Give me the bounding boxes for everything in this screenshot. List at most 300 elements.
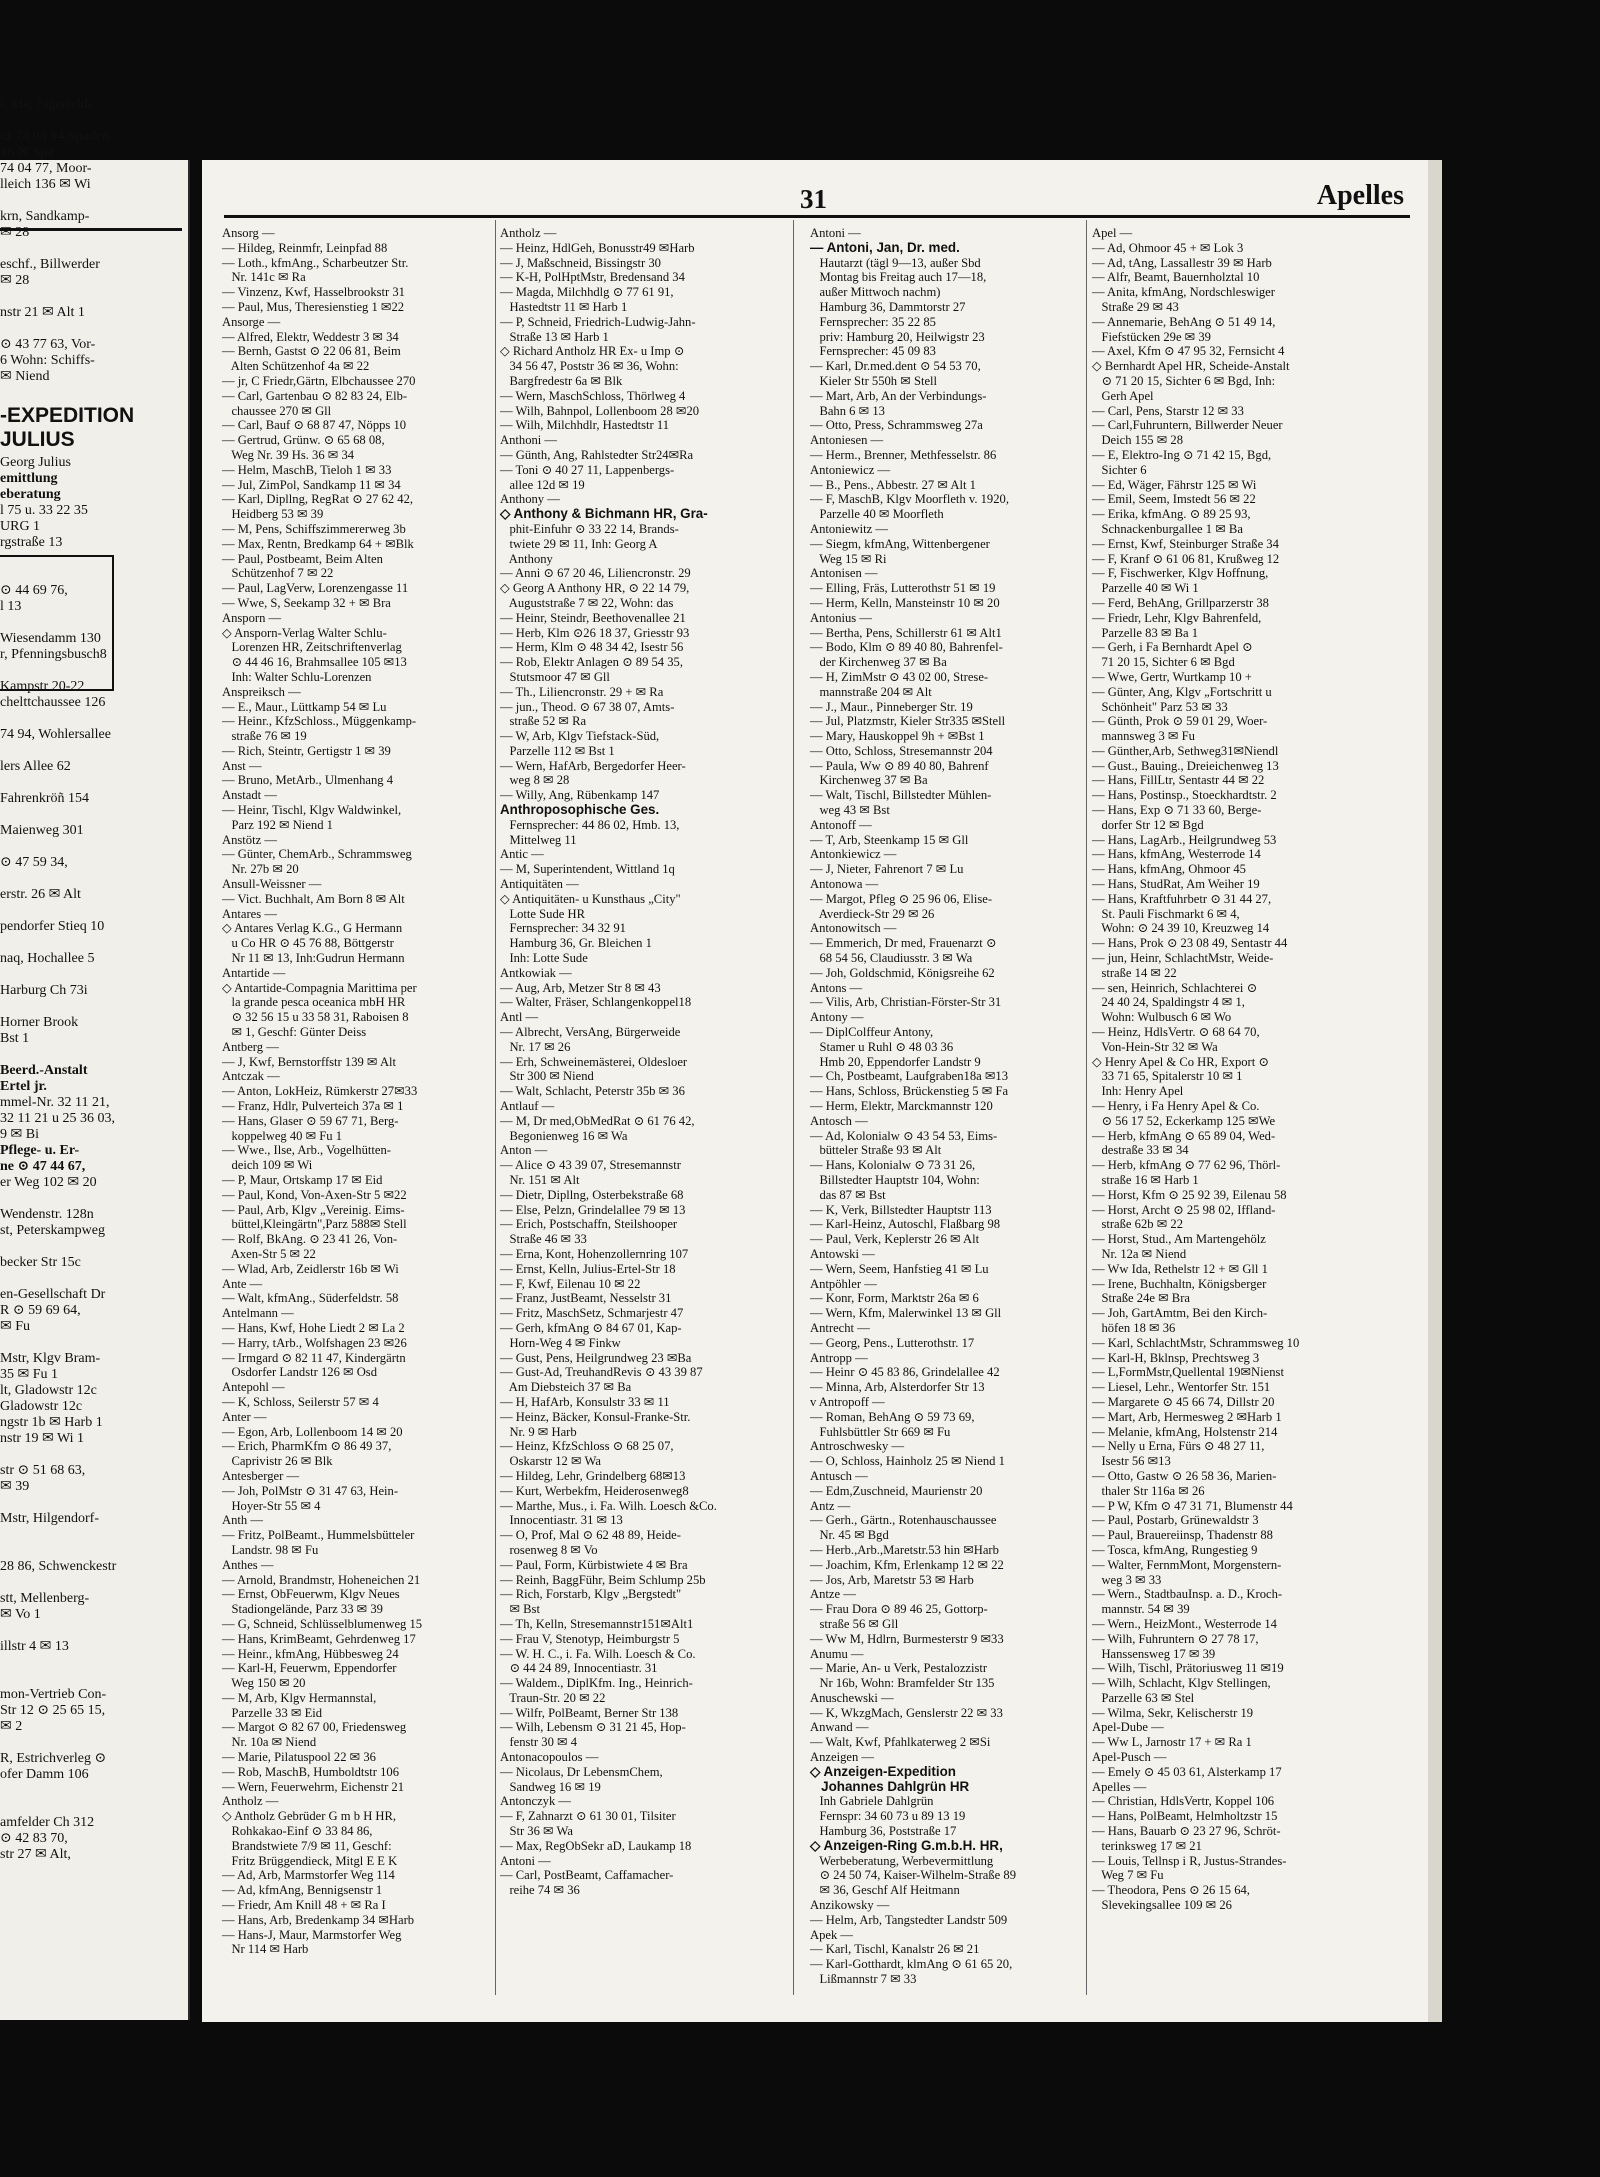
directory-page [202,160,1428,2022]
directory-entry: das 87 ✉ Bst [810,1187,886,1202]
directory-entry: — Ernst, Kelln, Julius-Ertel-Str 18 [500,1261,676,1276]
directory-entry: — Paul, Verk, Keplerstr 26 ✉ Alt [810,1232,980,1247]
directory-entry: — F, Zahnarzt ⊙ 61 30 01, Tilsiter [500,1809,676,1824]
previous-page-line: R ⊙ 59 69 64, [0,1303,81,1318]
previous-page-line: nstr 19 ✉ Wi 1 [0,1431,85,1446]
directory-entry: Wohn: ⊙ 24 39 10, Kreuzweg 14 [1092,921,1270,936]
previous-page-line: ✉ Niend [0,369,50,384]
directory-entry: — Louis, Tellnsp i R, Justus-Strandes- [1092,1853,1287,1868]
directory-entry: — jr, C Friedr,Gärtn, Elbchaussee 270 [222,373,416,388]
previous-page-line: ✉ Vo 1 [0,1607,41,1622]
directory-entry: 71 20 15, Sichter 6 ✉ Bgd [1092,655,1235,670]
previous-page-line: 32 11 21 u 25 36 03, [0,1111,115,1126]
directory-entry: deich 109 ✉ Wi [222,1158,313,1173]
directory-entry: — Horst, Archt ⊙ 25 98 02, Iffland- [1092,1202,1276,1217]
surname-heading: Anter — [222,1409,267,1424]
directory-entry: — W. H. C., i. Fa. Wilh. Loesch & Co. [500,1646,696,1661]
directory-entry: — Hans, Postinsp., Stoeckhardtstr. 2 [1092,788,1277,803]
directory-entry: Schützenhof 7 ✉ 22 [222,566,334,581]
surname-heading: Antepohl — [222,1380,285,1395]
previous-page-line: becker Str 15c [0,1255,81,1270]
directory-entry: thaler Str 116a ✉ 26 [1092,1483,1205,1498]
surname-heading: Apelles — [1092,1779,1147,1794]
directory-entry: — Georg, Pens., Lutterothstr. 17 [810,1335,975,1350]
directory-entry: Averdieck-Str 29 ✉ 26 [810,906,935,921]
directory-entry: weg 3 ✉ 33 [1092,1572,1162,1587]
directory-entry: Parzelle 33 ✉ Eid [222,1705,323,1720]
directory-entry: — Wern, MaschSchloss, Thörlweg 4 [500,388,686,403]
directory-entry: — Hans, Arb, Bredenkamp 34 ✉Harb [222,1912,415,1927]
directory-entry: Hastedtstr 11 ✉ Harb 1 [500,299,628,314]
previous-page-line: eberatung [0,487,61,502]
directory-entry: — Heinr, Tischl, Klgv Waldwinkel, [222,803,402,818]
previous-page-line: Str 12 ⊙ 25 65 15, [0,1703,106,1718]
directory-entry: Stamer u Ruhl ⊙ 48 03 36 [810,1039,954,1054]
directory-entry: — Helm, Arb, Tangstedter Landstr 509 [810,1912,1008,1927]
directory-entry: u Co HR ⊙ 45 76 88, Böttgerstr [222,936,394,951]
directory-entry: Nr. 12a ✉ Niend [1092,1246,1187,1261]
directory-entry: — Günter, Ang, Klgv „Fortschritt u [1092,684,1272,699]
directory-entry: straße 62b ✉ 22 [1092,1217,1183,1232]
directory-entry: Lotte Sude HR [500,906,586,921]
directory-entry: — Marthe, Mus., i. Fa. Wilh. Loesch &Co. [500,1498,717,1513]
directory-entry: Horn-Weg 4 ✉ Finkw [500,1335,621,1350]
directory-entry: ◇ Antiquitäten- u Kunsthaus „City" [500,891,681,906]
directory-entry: — Heinz, Bäcker, Konsul-Franke-Str. [500,1409,691,1424]
previous-page-line: 6 Wohn: Schiffs- [0,353,95,368]
surname-heading: Ansporn — [222,610,282,625]
directory-entry: — Ww M, Hdlrn, Burmesterstr 9 ✉33 [810,1631,1004,1646]
directory-entry: — Ad, tAng, Lassallestr 39 ✉ Harb [1092,255,1272,270]
directory-entry: — Vinzenz, Kwf, Hasselbrookstr 31 [222,285,405,300]
directory-entry: — Paul, Kond, Von-Axen-Str 5 ✉22 [222,1187,407,1202]
surname-heading: Antoni — [810,226,861,240]
directory-entry: — Max, RegObSekr aD, Laukamp 18 [500,1838,692,1853]
directory-entry: koppelweg 40 ✉ Fu 1 [222,1128,343,1143]
directory-entry: — Marie, An- u Verk, Pestalozzistr [810,1661,988,1676]
directory-entry: — Karl-H, Bklnsp, Prechtsweg 3 [1092,1350,1260,1365]
directory-entry: Brandstwiete 7/9 ✉ 11, Geschf: [222,1838,392,1853]
directory-entry: — Gertrud, Grünw. ⊙ 65 68 08, [222,433,385,448]
directory-entry: — Erich, PharmKfm ⊙ 86 49 37, [222,1439,392,1454]
directory-entry: — Antoni, Jan, Dr. med. [810,239,960,255]
previous-page-line: stt, Mellenberg- [0,1591,90,1606]
directory-entry: — Henry, i Fa Henry Apel & Co. [1092,1099,1260,1114]
directory-entry: — Walt, Kwf, Pfahlkaterweg 2 ✉Si [810,1735,991,1750]
directory-entry: — Hans, Bauarb ⊙ 23 27 96, Schröt- [1092,1824,1281,1839]
surname-heading: Antze — [810,1587,856,1602]
directory-entry: — Minna, Arb, Alsterdorfer Str 13 [810,1380,985,1395]
directory-entry: — Mart, Arb, Hermesweg 2 ✉Harb 1 [1092,1409,1282,1424]
directory-entry: Weg 7 ✉ Fu [1092,1868,1164,1883]
directory-entry: Caprivistr 26 ✉ Blk [222,1454,333,1469]
column-4 [1092,226,1362,1996]
directory-entry: Fernspr: 34 60 73 u 89 13 19 [810,1809,966,1824]
surname-heading: Anthoni — [500,433,558,448]
directory-entry: — Erika, kfmAng. ⊙ 89 25 93, [1092,507,1251,522]
surname-heading: Antonoff — [810,817,872,832]
directory-entry: chaussee 270 ✉ Gll [222,403,332,418]
previous-page-line: Beerd.-Anstalt [0,1063,88,1078]
directory-entry: Heidberg 53 ✉ 39 [222,507,324,522]
directory-entry: — O, Schloss, Hainholz 25 ✉ Niend 1 [810,1454,1005,1469]
directory-entry: — Walter, FernmMont, Morgenstern- [1092,1557,1282,1572]
directory-entry: — Wilma, Sekr, Kelischerstr 19 [1092,1705,1254,1720]
directory-entry: Hautarzt (tägl 9—13, außer Sbd [810,255,981,270]
directory-entry: — P, Maur, Ortskamp 17 ✉ Eid [222,1173,383,1187]
directory-entry: — Paul, Postarb, Grünewaldstr 3 [1092,1513,1259,1528]
directory-entry: Montag bis Freitag auch 17—18, [810,270,987,285]
directory-entry: — Rolf, BkAng. ⊙ 23 41 26, Von- [222,1232,398,1247]
running-head: Apelles [1316,180,1404,211]
previous-page-line: eschf., Billwerder [0,257,100,272]
surname-heading: Antesberger — [222,1468,300,1483]
directory-entry: — Carl, Gartenbau ⊙ 82 83 24, Elb- [222,388,408,403]
surname-heading: Ante — [222,1276,263,1291]
directory-entry: der Kirchenweg 37 ✉ Ba [810,655,947,670]
directory-entry: — Elling, Fräs, Lutterothstr 51 ✉ 19 [810,581,996,596]
directory-entry: — Wern, HafArb, Bergedorfer Heer- [500,758,686,773]
directory-entry: Nr. 17 ✉ 26 [500,1039,571,1054]
directory-entry: — Hans, Kraftfuhrbetr ⊙ 31 44 27, [1092,891,1272,906]
directory-entry: — Franz, JustBeamt, Nesselstr 31 [500,1291,672,1306]
column-3 [810,226,1080,1996]
directory-entry: — Theodora, Pens ⊙ 26 15 64, [1092,1883,1250,1898]
directory-entry: ◇ Anzeigen-Ring G.m.b.H. HR, [810,1837,1003,1853]
surname-heading: Antropp — [810,1350,868,1365]
surname-heading: Anstadt — [222,788,277,803]
directory-entry: — W, Arb, Klgv Tiefstack-Süd, [500,729,660,744]
directory-entry: — Wern, Feuerwehrm, Eichenstr 21 [222,1779,405,1794]
directory-entry: — J, Maßschneid, Bissingstr 30 [500,255,661,270]
directory-entry: — Gerh., Gärtn., Rotenhauschaussee [810,1513,997,1528]
directory-entry: Mittelweg 11 [500,832,577,847]
directory-entry: — Joh, PolMstr ⊙ 31 47 63, Hein- [222,1483,399,1498]
previous-page-line: r, Pfenningsbusch8 [0,647,107,662]
directory-entry: twiete 29 ✉ 11, Inh: Georg A [500,536,658,551]
directory-entry: — Heinr., KfzSchloss., Müggenkamp- [222,714,417,729]
directory-entry: Parzelle 63 ✉ Stel [1092,1690,1195,1705]
surname-heading: Anst — [222,758,262,773]
directory-entry: — Walt, Tischl, Billstedter Mühlen- [810,788,992,803]
directory-entry: — Kurt, Werbekfm, Heiderosenweg8 [500,1483,689,1498]
directory-entry: ⊙ 44 24 89, Innocentiastr. 31 [500,1661,658,1676]
directory-entry: straße 52 ✉ Ra [500,714,587,729]
directory-entry: ◇ Georg A Anthony HR, ⊙ 22 14 79, [500,581,690,596]
directory-entry: — Joh, Goldschmid, Königsreihe 62 [810,965,995,980]
previous-page-line: 9 ✉ Bi [0,1127,39,1142]
directory-entry: Lorenzen HR, Zeitschriftenverlag [222,640,402,655]
directory-entry: — Annemarie, BehAng ⊙ 51 49 14, [1092,314,1276,329]
directory-entry: — M, Pens, Schiffszimmererweg 3b [222,521,406,536]
directory-entry: — Hans, Prok ⊙ 23 08 49, Sentastr 44 [1092,936,1288,951]
directory-entry: Hamburg 36, Poststraße 17 [810,1824,957,1839]
surname-heading: Antl — [500,1010,539,1025]
directory-entry: — E, Elektro-Ing ⊙ 71 42 15, Bgd, [1092,447,1272,462]
directory-entry: Billstedter Hauptstr 104, Wohn: [810,1173,980,1187]
directory-entry: — Herm., Brenner, Methfesselstr. 86 [810,447,997,462]
previous-page-line: chelttchaussee 126 [0,695,106,710]
directory-entry: — Liesel, Lehr., Wentorfer Str. 151 [1092,1380,1271,1395]
directory-entry: — Emil, Seem, Imstedt 56 ✉ 22 [1092,492,1256,507]
directory-entry: — Walt, Schlacht, Peterstr 35b ✉ 36 [500,1084,685,1099]
directory-entry: straße 16 ✉ Harb 1 [1092,1173,1199,1187]
directory-entry: — Wilh, Bahnpol, Lollenboom 28 ✉20 [500,403,700,418]
page-number: 31 [800,184,827,214]
directory-entry: — J, Kwf, Bernstorffstr 139 ✉ Alt [222,1054,397,1069]
directory-entry: — Paula, Ww ⊙ 89 40 80, Bahrenf [810,758,989,773]
directory-entry: — Loth., kfmAng., Scharbeutzer Str. [222,255,409,270]
directory-entry: Weg 150 ✉ 20 [222,1676,306,1691]
directory-entry: ⊙ 32 56 15 u 33 58 31, Raboisen 8 [222,1010,409,1025]
directory-entry: — Rob, Elektr Anlagen ⊙ 89 54 35, [500,655,683,670]
previous-page-line: str ⊙ 51 68 63, [0,1463,86,1478]
surname-heading: Antony — [810,1010,864,1025]
surname-heading: Anumu — [810,1646,864,1661]
directory-entry: — Paul, LagVerw, Lorenzengasse 11 [222,581,409,596]
directory-entry: — Herm, Elektr, Marckmannstr 120 [810,1099,993,1114]
directory-entry: Nr. 10a ✉ Niend [222,1735,317,1750]
directory-entry: Isestr 56 ✉13 [1092,1454,1171,1469]
surname-heading: v Antropoff — [810,1394,885,1409]
directory-entry: Nr 114 ✉ Harb [222,1942,309,1957]
directory-entry: — Helm, MaschB, Tieloh 1 ✉ 33 [222,462,392,477]
directory-entry: — Jul, ZimPol, Sandkamp 11 ✉ 34 [222,477,401,492]
previous-page-line: Wiesendamm 130 [0,631,101,646]
directory-entry: Nr 11 ✉ 13, Inh:Gudrun Hermann [222,951,405,966]
directory-entry: ◇ Antholz Gebrüder G m b H HR, [222,1809,397,1824]
directory-entry: — Karl, Dipllng, RegRat ⊙ 27 62 42, [222,492,414,507]
directory-entry: — Fritz, PolBeamt., Hummelsbütteler [222,1528,415,1543]
directory-entry: weg 43 ✉ Bst [810,803,890,818]
directory-entry: — Karl-Heinz, Autoschl, Flaßbarg 98 [810,1217,1001,1232]
directory-entry: — Roman, BehAng ⊙ 59 73 69, [810,1409,975,1424]
previous-page-line: Ertel jr. [0,1079,47,1094]
directory-entry: Hamburg 36, Gr. Bleichen 1 [500,936,652,951]
surname-heading: Apek — [810,1927,854,1942]
surname-heading: Anzikowsky — [810,1898,890,1913]
directory-entry: dorfer Str 12 ✉ Bgd [1092,817,1204,832]
surname-heading: Antoni — [500,1853,551,1868]
previous-page-line: Harburg Ch 73i [0,983,88,998]
directory-entry: — Paul, Brauereiinsp, Thadenstr 88 [1092,1528,1273,1543]
surname-heading: Antrecht — [810,1320,870,1335]
previous-page-line: mmel-Nr. 32 11 21, [0,1095,110,1110]
directory-entry: Johannes Dahlgrün HR [810,1778,970,1794]
previous-page-line: amfelder Ch 312 [0,1815,95,1830]
previous-page-line: Wendenstr. 128n [0,1207,94,1222]
directory-entry: straße 76 ✉ 19 [222,729,307,744]
directory-entry: — Friedr, Am Knill 48 + ✉ Ra I [222,1898,386,1913]
previous-page-line: 74 94, Wohlersallee [0,727,111,742]
directory-entry: — Wlad, Arb, Zeidlerstr 16b ✉ Wi [222,1261,399,1276]
directory-entry: — Herb.,Arb.,Maretstr.53 hin ✉Harb [810,1542,999,1557]
directory-entry: — Mary, Hauskoppel 9h + ✉Bst 1 [810,729,985,744]
directory-entry: — Else, Pelzn, Grindelallee 79 ✉ 13 [500,1202,686,1217]
directory-entry: ✉ 1, Geschf: Günter Deiss [222,1025,367,1040]
directory-entry: Am Diebsteich 37 ✉ Ba [500,1380,632,1395]
directory-entry: Deich 155 ✉ 28 [1092,433,1183,448]
surname-heading: Antonkiewicz — [810,847,897,862]
directory-entry: Weg Nr. 39 Hs. 36 ✉ 34 [222,447,355,462]
directory-entry: — Horst, Kfm ⊙ 25 92 39, Eilenau 58 [1092,1187,1287,1202]
previous-page-line: 16 ✉ Spa [0,145,54,160]
directory-entry: Bahn 6 ✉ 13 [810,403,885,418]
directory-entry: Sandweg 16 ✉ 19 [500,1779,601,1794]
previous-page-line: ✉ Fu [0,1319,31,1334]
directory-entry: — G, Schneid, Schlüsselblumenweg 15 [222,1616,423,1631]
directory-entry: la grande pesca oceanica mbH HR [222,995,406,1010]
directory-entry: — Ad, kfmAng, Bennigsenstr 1 [222,1883,383,1898]
directory-entry: — Gerh, i Fa Bernhardt Apel ⊙ [1092,640,1253,655]
directory-entry: — O, Prof, Mal ⊙ 62 48 89, Heide- [500,1528,681,1543]
directory-entry: — P W, Kfm ⊙ 47 31 71, Blumenstr 44 [1092,1498,1293,1513]
directory-entry: — Erna, Kont, Hohenzollernring 107 [500,1246,689,1261]
directory-entry: — Wern., HeizMont., Westerrode 14 [1092,1616,1277,1631]
directory-entry: — F, Kwf, Eilenau 10 ✉ 22 [500,1276,641,1291]
directory-entry: — Hans, LagArb., Heilgrundweg 53 [1092,832,1277,847]
directory-entry: — Karl-H, Feuerwm, Eppendorfer [222,1661,397,1676]
directory-entry: Fiefstücken 29e ✉ 39 [1092,329,1211,344]
directory-entry: — sen, Heinrich, Schlachterei ⊙ [1092,980,1258,995]
directory-entry: — Ernst, ObFeuerwm, Klgv Neues [222,1587,400,1602]
directory-entry: — Margarete ⊙ 45 66 74, Dillstr 20 [1092,1394,1275,1409]
header-rule [224,215,1410,218]
previous-page-line: 35 ✉ Fu 1 [0,1367,59,1382]
directory-entry: ⊙ 44 46 16, Brahmsallee 105 ✉13 [222,655,407,670]
directory-entry: mannstraße 204 ✉ Alt [810,684,932,699]
directory-entry: — Mart, Arb, An der Verbindungs- [810,388,987,403]
directory-entry: ◇ Richard Antholz HR Ex- u Imp ⊙ [500,344,685,359]
directory-entry: — Hans, Kolonialw ⊙ 73 31 26, [810,1158,976,1173]
directory-entry: Oskarstr 12 ✉ Wa [500,1454,601,1469]
previous-page-line: ⊙ 42 83 70, [0,1831,68,1846]
surname-heading: Apel-Dube — [1092,1720,1164,1735]
surname-heading: Antonowa — [810,877,879,892]
directory-entry: — Wilh, Fuhruntern ⊙ 27 78 17, [1092,1631,1259,1646]
directory-entry: — Rob, MaschB, Humboldtstr 106 [222,1764,400,1779]
surname-heading: Antosch — [810,1113,868,1128]
directory-entry: ⊙ 56 17 52, Eckerkamp 125 ✉We [1092,1113,1276,1128]
directory-entry: — Hans, kfmAng, Westerrode 14 [1092,847,1261,862]
surname-heading: Anwand — [810,1720,869,1735]
directory-entry: Hamburg 36, Dammtorstr 27 [810,299,966,314]
surname-heading: Antowski — [810,1246,875,1261]
directory-entry: — M, Arb, Klgv Hermannstal, [222,1690,377,1705]
directory-entry: — E., Maur., Lüttkamp 54 ✉ Lu [222,699,387,714]
directory-entry: Anthony [500,551,553,566]
directory-entry: ◇ Anzeigen-Expedition [810,1763,956,1779]
directory-entry: terinksweg 17 ✉ 21 [1092,1838,1202,1853]
previous-page-line: l 75 u. 33 22 35 [0,503,88,518]
directory-entry: — Heinz, HdlsVertr. ⊙ 68 64 70, [1092,1025,1260,1040]
directory-entry: — Edm,Zuschneid, Maurienstr 20 [810,1483,983,1498]
directory-entry: — Günth, Prok ⊙ 59 01 29, Woer- [1092,714,1268,729]
directory-entry: — Friedr, Lehr, Klgv Bahrenfeld, [1092,610,1262,625]
directory-entry: — Heinr ⊙ 45 83 86, Grindelallee 42 [810,1365,1000,1380]
directory-entry: — Alfr, Beamt, Bauernholztal 10 [1092,270,1260,285]
previous-page-line: mon-Vertrieb Con- [0,1687,107,1702]
surname-heading: Antelmann — [222,1306,294,1321]
previous-page-line: er Weg 102 ✉ 20 [0,1175,97,1190]
previous-page-line: Maienweg 301 [0,823,84,838]
directory-entry: — Irmgard ⊙ 82 11 47, Kindergärtn [222,1350,406,1365]
directory-entry: Schönheit" Parz 53 ✉ 33 [1092,699,1228,714]
directory-entry: — Heinr., kfmAng, Hübbesweg 24 [222,1646,399,1661]
directory-entry: Nr. 141c ✉ Ra [222,270,306,285]
directory-entry: mannsweg 3 ✉ Fu [1092,729,1195,744]
directory-entry: — Franz, Hdlr, Pulverteich 37a ✉ 1 [222,1099,404,1114]
surname-heading: Anzeigen — [810,1750,874,1765]
directory-entry: — Jul, Platzmstr, Kieler Str335 ✉Stell [810,714,1006,729]
directory-entry: — Wern, Seem, Hanfstieg 41 ✉ Lu [810,1261,989,1276]
directory-entry: — Anton, LokHeiz, Rümkerstr 27✉33 [222,1084,418,1099]
directory-entry: — Paul, Mus, Theresienstieg 1 ✉22 [222,299,405,314]
directory-entry: — Carl,Fuhruntern, Billwerder Neuer [1092,418,1283,433]
directory-entry: — Albrecht, VersAng, Bürgerweide [500,1025,681,1040]
directory-entry: — Nicolaus, Dr LebensmChem, [500,1764,663,1779]
previous-page-line: ⊙ 44 69 76, [0,583,68,598]
directory-entry: Nr. 9 ✉ Harb [500,1424,577,1439]
directory-entry: 33 71 65, Spitalerstr 10 ✉ 1 [1092,1069,1243,1084]
directory-entry: Von-Hein-Str 32 ✉ Wa [1092,1039,1218,1054]
directory-entry: — Alice ⊙ 43 39 07, Stresemannstr [500,1158,681,1173]
column-2 [500,226,770,1996]
directory-entry: — Paul, Postbeamt, Beim Alten [222,551,383,566]
directory-entry: ◇ Bernhardt Apel HR, Scheide-Anstalt [1092,359,1290,374]
surname-heading: Ansorg — [222,226,275,240]
directory-entry: — Paul, Form, Kürbistwiete 4 ✉ Bra [500,1557,688,1572]
directory-entry: — Ernst, Kwf, Steinburger Straße 34 [1092,536,1279,551]
previous-page-line: pendorfer Stieq 10 [0,919,105,934]
advertisement-box [0,555,114,691]
column-separator [1086,220,1087,1995]
directory-entry: — Karl, Tischl, Kanalstr 26 ✉ 21 [810,1942,980,1957]
directory-entry: — H, ZimMstr ⊙ 43 02 00, Strese- [810,669,989,684]
previous-page-line: URG 1 [0,519,41,534]
directory-entry: — Joh, GartAmtm, Bei den Kirch- [1092,1306,1268,1321]
directory-entry: — Ad, Arb, Marmstorfer Weg 114 [222,1868,395,1883]
directory-entry: Inh: Walter Schlu-Lorenzen [222,669,372,684]
directory-entry: Alten Schützenhof 4a ✉ 22 [222,359,370,374]
directory-entry: — Willy, Ang, Rübenkamp 147 [500,788,660,803]
previous-page-line: Mstr, Hilgendorf- [0,1511,99,1526]
directory-entry: Rohkakao-Einf ⊙ 33 84 86, [222,1824,373,1839]
directory-entry: — Walter, Fräser, Schlangenkoppel18 [500,995,692,1010]
directory-entry: — Günth, Ang, Rahlstedter Str24✉Ra [500,447,694,462]
previous-page-line: illstr 4 ✉ 13 [0,1639,69,1654]
directory-entry: — Irene, Buchhaltn, Königsberger [1092,1276,1267,1291]
directory-entry: — Konr, Form, Marktstr 26a ✉ 6 [810,1291,979,1306]
directory-entry: phit-Einfuhr ⊙ 33 22 14, Brands- [500,521,679,536]
previous-page-line: emittlung [0,471,58,486]
directory-entry: — Wilh, Tischl, Prätoriusweg 11 ✉19 [1092,1661,1284,1676]
directory-entry: — Frau Dora ⊙ 89 46 25, Gottorp- [810,1602,988,1617]
directory-entry: — K-H, PolHptMstr, Bredensand 34 [500,270,685,285]
directory-entry: — M, Dr med,ObMedRat ⊙ 61 76 42, [500,1113,695,1128]
directory-entry: ⊙ 24 50 74, Kaiser-Wilhelm-Straße 89 [810,1868,1017,1883]
column-separator [495,220,496,1995]
directory-entry: — Gust., Bauing., Dreieichenweg 13 [1092,758,1279,773]
directory-entry: Sichter 6 [1092,462,1147,477]
surname-heading: Antonius — [810,610,872,625]
directory-entry: — Melanie, kfmAng, Holstenstr 214 [1092,1424,1278,1439]
directory-entry: — L,FormMstr,Quellental 19✉Nienst [1092,1365,1284,1380]
directory-entry: Straße 13 ✉ Harb 1 [500,329,609,344]
directory-entry: rosenweg 8 ✉ Vo [500,1542,598,1557]
directory-entry: — Bodo, Klm ⊙ 89 40 80, Bahrenfel- [810,640,1003,655]
surname-heading: Anth — [222,1513,263,1528]
